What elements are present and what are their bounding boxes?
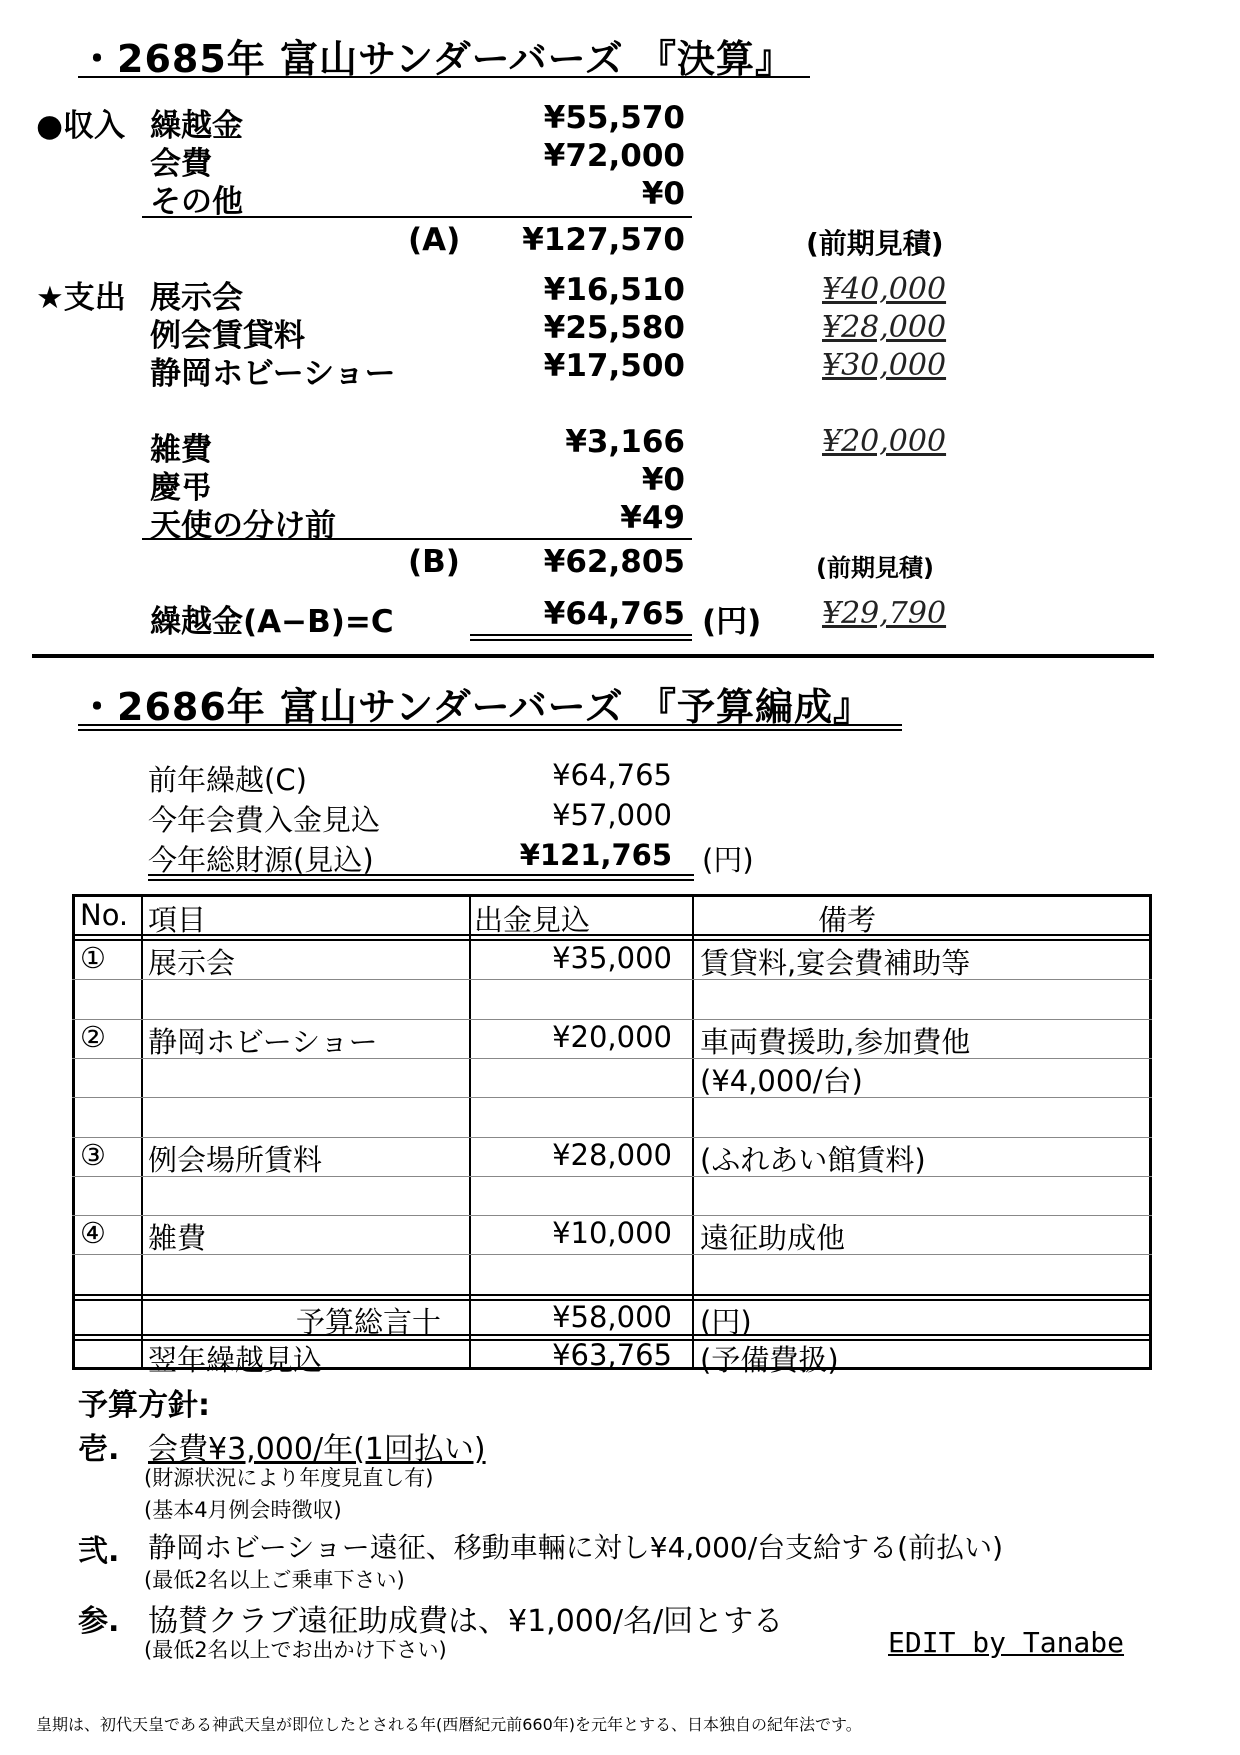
row-item: 雑費 — [148, 1221, 207, 1255]
income-label: ●収入 — [36, 108, 126, 144]
expense-label: ★支出 — [36, 280, 126, 316]
sources-total-label: 今年総財源(見込) — [148, 843, 374, 877]
row-rule — [72, 1176, 1152, 1177]
expense-amount: ¥17,500 — [543, 348, 685, 384]
expense-amount: ¥3,166 — [565, 424, 685, 460]
total-rule — [72, 1334, 1152, 1336]
expense-total-label: (B) — [408, 544, 460, 580]
row-item: 展示会 — [148, 946, 236, 980]
footnote: 皇期は、初代天皇である神武天皇が即位したとされる年(西暦紀元前660年)を元年とする、日本独自の紀年法です。 — [36, 1715, 862, 1734]
row-rule — [72, 1254, 1152, 1255]
income-total: ¥127,570 — [522, 222, 685, 258]
next-carryover-label: 翌年繰越見込 — [148, 1343, 323, 1377]
income-amount: ¥0 — [641, 176, 685, 212]
row-note: (¥4,000/台) — [700, 1064, 863, 1098]
expense-amount: ¥0 — [641, 462, 685, 498]
row-rule — [72, 1137, 1152, 1138]
expense-item: 雑費 — [150, 432, 212, 468]
income-item: 繰越金 — [150, 108, 243, 144]
policy-note: (基本4月例会時徴収) — [144, 1498, 342, 1522]
settlement-title-underline — [78, 76, 810, 78]
row-note: 賃貸料,宴会費補助等 — [700, 946, 971, 980]
budget-total: ¥58,000 — [552, 1300, 672, 1334]
row-amount: ¥28,000 — [552, 1138, 672, 1172]
row-amount: ¥35,000 — [552, 941, 672, 975]
source-item: 前年繰越(C) — [148, 763, 307, 797]
row-no: ② — [80, 1020, 106, 1054]
expense-item: 展示会 — [150, 280, 243, 316]
expense-total: ¥62,805 — [543, 544, 685, 580]
policy-marker: 弐. — [78, 1534, 120, 1569]
header-amount: 出金見込 — [474, 903, 591, 937]
expense-item: 天使の分け前 — [150, 508, 336, 544]
row-no: ① — [80, 941, 106, 975]
sources-total-rule — [148, 879, 694, 881]
policy-marker: 壱. — [78, 1432, 120, 1467]
policy-note: (最低2名以上ご乗車下さい) — [144, 1568, 405, 1592]
total-rule — [72, 1294, 1152, 1296]
income-item: 会費 — [150, 146, 212, 182]
expense-sum-rule — [142, 538, 692, 540]
expense-item: 静岡ホビーショー — [150, 356, 396, 392]
expense-amount: ¥16,510 — [543, 272, 685, 308]
source-amount: ¥64,765 — [552, 758, 672, 792]
budget-title: ・2686年 富山サンダーバーズ 『予算編成』 — [78, 685, 873, 729]
expense-estimate: ¥40,000 — [822, 272, 947, 307]
sources-total: ¥121,765 — [519, 838, 672, 872]
settlement-title: ・2685年 富山サンダーバーズ 『決算』 — [78, 37, 795, 81]
header-note: 備考 — [818, 903, 877, 937]
row-item: 例会場所賃料 — [148, 1143, 323, 1177]
row-rule — [72, 1215, 1152, 1216]
policy-note: (財源状況により年度見直し有) — [144, 1466, 434, 1490]
sources-total-unit: (円) — [702, 843, 754, 877]
editor-credit: EDIT by Tanabe — [888, 1626, 1125, 1659]
income-item: その他 — [150, 184, 243, 220]
row-rule — [72, 1097, 1152, 1098]
budget-total-label: 予算総言十 — [296, 1305, 442, 1339]
row-note: 遠征助成他 — [700, 1221, 846, 1255]
expense-item: 慶弔 — [150, 470, 212, 506]
row-amount: ¥10,000 — [552, 1216, 672, 1250]
expense-estimate: ¥30,000 — [822, 348, 947, 383]
prev-estimate-label: (前期見積) — [806, 227, 944, 260]
carryover-double-rule — [470, 639, 692, 641]
budget-title-underline — [78, 724, 902, 726]
carryover-double-rule — [470, 634, 692, 636]
expense-amount: ¥49 — [620, 500, 685, 536]
source-amount: ¥57,000 — [552, 798, 672, 832]
expense-item: 例会賃貸料 — [150, 318, 305, 354]
row-rule — [72, 979, 1152, 980]
income-amount: ¥72,000 — [543, 138, 685, 174]
row-note: (ふれあい館賃料) — [700, 1143, 926, 1177]
policy-text: 協賛クラブ遠征助成費は、¥1,000/名/回とする — [148, 1604, 784, 1639]
policy-note: (最低2名以上でお出かけ下さい) — [144, 1638, 447, 1662]
income-sum-rule — [142, 216, 692, 218]
sources-total-rule — [148, 874, 694, 876]
budget-total-note: (円) — [700, 1305, 752, 1339]
row-no: ③ — [80, 1138, 106, 1172]
expense-amount: ¥25,580 — [543, 310, 685, 346]
budget-title-underline — [78, 729, 902, 731]
source-item: 今年会費入金見込 — [148, 803, 381, 837]
row-note: 車両費援助,参加費他 — [700, 1025, 971, 1059]
header-no: No. — [80, 898, 129, 932]
income-total-label: (A) — [408, 222, 461, 258]
policy-text: 会費¥3,000/年(1回払い) — [148, 1432, 486, 1467]
policy-text: 静岡ホビーショー遠征、移動車輛に対し¥4,000/台支給する(前払い) — [148, 1531, 1004, 1564]
next-carryover-note: (予備費扱) — [700, 1343, 839, 1377]
row-amount: ¥20,000 — [552, 1020, 672, 1054]
prev-estimate-label: (前期見積) — [816, 554, 934, 582]
carryover-estimate: ¥29,790 — [822, 596, 947, 631]
row-rule — [72, 1058, 1152, 1059]
section-divider — [32, 654, 1154, 658]
row-rule — [72, 1019, 1152, 1020]
row-item: 静岡ホビーショー — [148, 1025, 378, 1059]
expense-estimate: ¥20,000 — [822, 424, 947, 459]
header-rule — [72, 934, 1152, 936]
income-amount: ¥55,570 — [543, 100, 685, 136]
policy-title: 予算方針: — [78, 1388, 210, 1423]
carryover-amount: ¥64,765 — [543, 596, 685, 632]
policy-marker: 参. — [78, 1604, 120, 1639]
expense-estimate: ¥28,000 — [822, 310, 947, 345]
header-item: 項目 — [148, 903, 207, 937]
next-carryover: ¥63,765 — [552, 1338, 672, 1372]
row-no: ④ — [80, 1216, 106, 1250]
carryover-unit: (円) — [702, 604, 762, 640]
carryover-label: 繰越金(A−B)=C — [150, 604, 394, 640]
